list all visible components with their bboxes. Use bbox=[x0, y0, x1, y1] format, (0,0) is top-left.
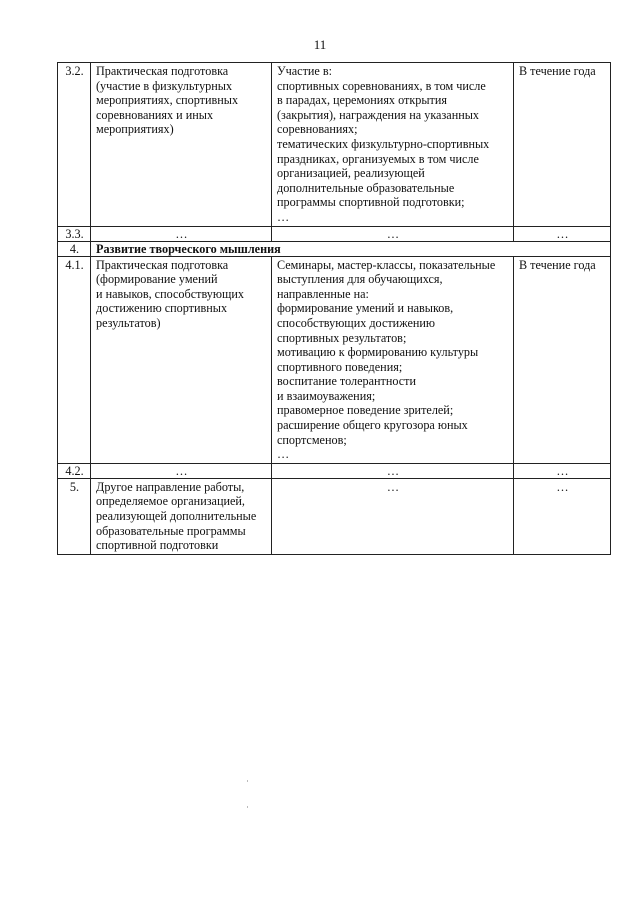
period-cell: … bbox=[514, 463, 611, 478]
content-cell: … bbox=[272, 226, 514, 241]
section-title: Развитие творческого мышления bbox=[91, 241, 611, 256]
scan-artifact bbox=[247, 806, 248, 808]
content-cell: … bbox=[272, 478, 514, 554]
content-cell: Семинары, мастер-классы, показательные выступления для обучающихся, направленные на: формирование умений и навыков, способствующих достижению спортивных результатов; мотивацию к формированию культуры спортивного поведения; воспитание толерантности и взаимоуважения; правомерное поведение зрителей; расширение общего кругозора юных спортсменов; … bbox=[272, 256, 514, 463]
row-number: 4. bbox=[58, 241, 91, 256]
content-cell: … bbox=[272, 463, 514, 478]
table-row bbox=[58, 226, 611, 241]
table-row bbox=[58, 463, 611, 478]
row-number: 5. bbox=[58, 478, 91, 554]
scan-artifact bbox=[247, 780, 248, 782]
period-cell: … bbox=[514, 478, 611, 554]
row-number: 3.2. bbox=[58, 63, 91, 227]
period-cell: В течение года bbox=[514, 256, 611, 463]
period-cell: … bbox=[514, 226, 611, 241]
table-row bbox=[58, 256, 611, 463]
activity-cell: Практическая подготовка (формирование умений и навыков, способствующих достижению спортивных результатов) bbox=[91, 256, 272, 463]
row-number: 3.3. bbox=[58, 226, 91, 241]
content-cell: Участие в: спортивных соревнованиях, в том числе в парадах, церемониях открытия (закрытия), награждения на указанных соревнованиях; тематических физкультурно-спортивных праздниках, организуемых в том числе организацией, реализующей дополнительные образовательные программы спортивной подготовки; … bbox=[272, 63, 514, 227]
section-row bbox=[58, 241, 611, 256]
plan-table bbox=[57, 62, 611, 555]
table-row bbox=[58, 63, 611, 227]
activity-cell: … bbox=[91, 226, 272, 241]
page-number: 11 bbox=[313, 37, 327, 52]
activity-cell: Другое направление работы, определяемое организацией, реализующей дополнительные образовательные программы спортивной подготовки bbox=[91, 478, 272, 554]
row-number: 4.2. bbox=[58, 463, 91, 478]
activity-cell: Практическая подготовка (участие в физкультурных мероприятиях, спортивных соревнованиях и иных мероприятиях) bbox=[91, 63, 272, 227]
period-cell: В течение года bbox=[514, 63, 611, 227]
activity-cell: … bbox=[91, 463, 272, 478]
row-number: 4.1. bbox=[58, 256, 91, 463]
table-row bbox=[58, 478, 611, 554]
